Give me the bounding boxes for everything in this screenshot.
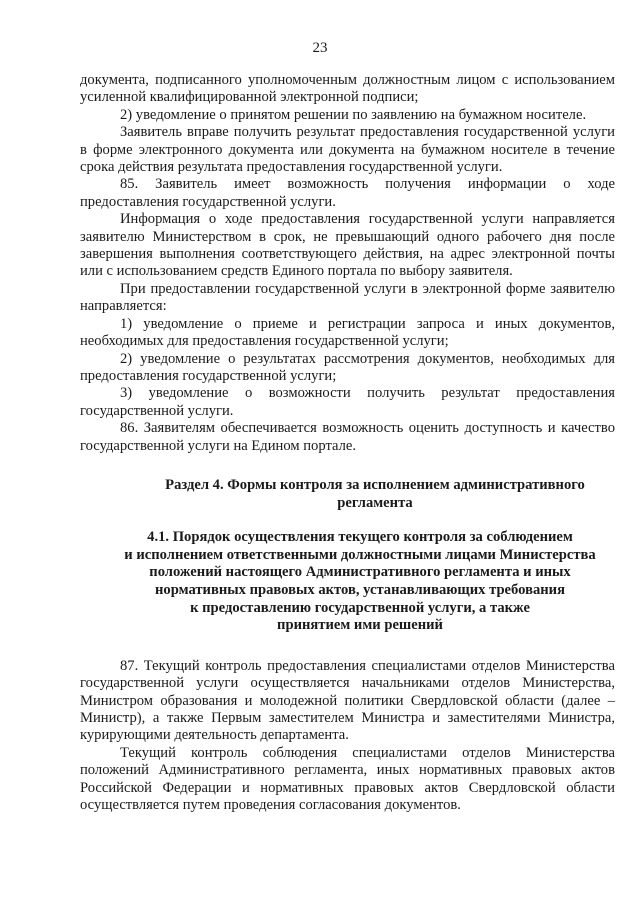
paragraph: Информация о ходе предоставления государственной услуги направляется заявителю Министерством в срок, не превышающий одного рабочего дня после завершения выполнения соответствующего действия, на адрес электронной почты или с использованием средств Единого портала по выбору заявителя. [80,211,615,280]
subsection-heading-line: к предоставлению государственной услуги, а также [190,599,530,616]
paragraph: 86. Заявителям обеспечивается возможность оценить доступность и качество государственной услуги на Едином портале. [80,420,615,454]
section-heading [80,477,615,512]
subsection-heading-line: положений настоящего Административного регламента и иных [149,564,571,581]
paragraph: Заявитель вправе получить результат предоставления государственной услуги в форме электронного документа или документа на бумажном носителе в течение срока действия результата предоставления государственной услуги. [80,124,615,176]
paragraph: Текущий контроль соблюдения специалистами отделов Министерства положений Административного регламента, иных нормативных правовых актов Российской Федерации и нормативных правовых актов Свердловской области осуществляется путем проведения согласования документов. [80,744,615,813]
subsection-heading-line: принятием ими решений [277,617,443,634]
paragraph: При предоставлении государственной услуги в электронной форме заявителю направляется: [80,280,615,315]
subsection-heading [80,529,615,635]
paragraph-group-top [80,72,615,455]
subsection-heading-line: и исполнением ответственными должностными лицами Министерства [124,546,596,563]
paragraph: 2) уведомление о принятом решении по заявлению на бумажном носителе. [120,106,587,123]
paragraph: 1) уведомление о приеме и регистрации запроса и иных документов, необходимых для предоставления государственной услуги; [80,315,615,350]
section-heading-line: регламента [337,494,413,511]
paragraph: 85. Заявитель имеет возможность получения информации о ходе предоставления государственной услуги. [80,176,615,210]
paragraph: документа, подписанного уполномоченным должностным лицом с использованием усиленной квалифицированной электронной подписи; [80,72,615,106]
paragraph: 87. Текущий контроль предоставления специалистами отделов Министерства государственной услуги осуществляется начальниками отделов Министерства, Министром образования и молодежной политики Свердловской области (далее – Министр), а также Первым заместителем Министра и заместителями Министра, курирующими деятельность департамента. [80,657,615,744]
paragraph: 3) уведомление о возможности получить результат предоставления государственной услуги. [80,385,615,419]
document-body [80,72,615,814]
subsection-heading-line: 4.1. Порядок осуществления текущего контроля за соблюдением [147,529,573,546]
page-number: 23 [312,40,328,56]
section-heading-line: Раздел 4. Формы контроля за исполнением административного [165,476,585,493]
paragraph-group-bottom [80,658,615,815]
subsection-heading-line: нормативных правовых актов, устанавливающих требования [155,581,565,598]
paragraph: 2) уведомление о результатах рассмотрения документов, необходимых для предоставления государственной услуги; [80,350,615,384]
